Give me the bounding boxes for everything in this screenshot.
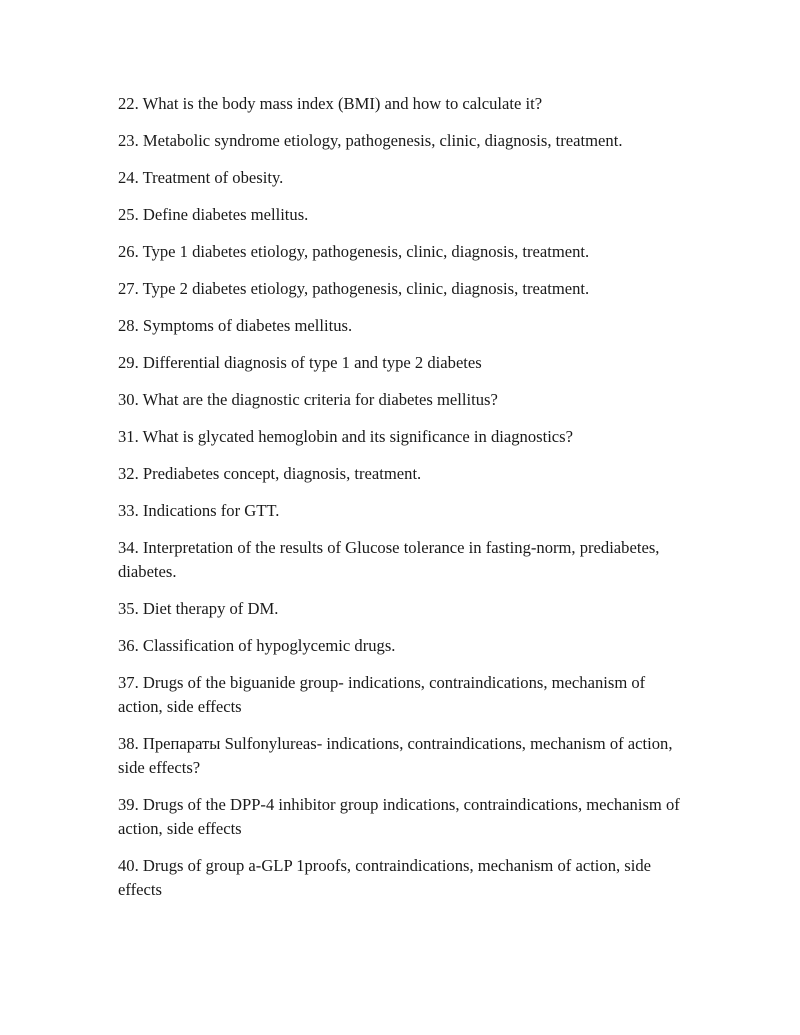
question-item: 38. Препараты Sulfonylureas- indications, contraindications, mechanism of action, side effects?: [118, 734, 673, 777]
question-item: 32. Prediabetes concept, diagnosis, treatment.: [118, 464, 422, 483]
question-item: 39. Drugs of the DPP-4 inhibitor group indications, contraindications, mechanism of action, side effects: [118, 795, 680, 838]
question-item: 29. Differential diagnosis of type 1 and type 2 diabetes: [118, 353, 482, 372]
question-item: 30. What are the diagnostic criteria for diabetes mellitus?: [118, 390, 498, 409]
question-item: 22. What is the body mass index (BMI) and how to calculate it?: [118, 94, 543, 113]
question-item: 24. Treatment of obesity.: [118, 168, 284, 187]
question-item: 26. Type 1 diabetes etiology, pathogenesis, clinic, diagnosis, treatment.: [118, 242, 590, 261]
question-list: [118, 92, 688, 915]
question-item: 37. Drugs of the biguanide group- indications, contraindications, mechanism of action, side effects: [118, 673, 646, 716]
question-item: 34. Interpretation of the results of Glucose tolerance in fasting-norm, prediabetes, diabetes.: [118, 538, 660, 581]
question-item: 31. What is glycated hemoglobin and its significance in diagnostics?: [118, 427, 573, 446]
question-item: 28. Symptoms of diabetes mellitus.: [118, 316, 353, 335]
question-item: 23. Metabolic syndrome etiology, pathogenesis, clinic, diagnosis, treatment.: [118, 131, 623, 150]
question-item: 33. Indications for GTT.: [118, 501, 280, 520]
question-item: 27. Type 2 diabetes etiology, pathogenesis, clinic, diagnosis, treatment.: [118, 279, 590, 298]
question-item: 36. Classification of hypoglycemic drugs.: [118, 636, 396, 655]
question-item: 25. Define diabetes mellitus.: [118, 205, 309, 224]
question-item: 40. Drugs of group a-GLP 1proofs, contraindications, mechanism of action, side effects: [118, 856, 652, 899]
question-item: 35. Diet therapy of DM.: [118, 599, 279, 618]
